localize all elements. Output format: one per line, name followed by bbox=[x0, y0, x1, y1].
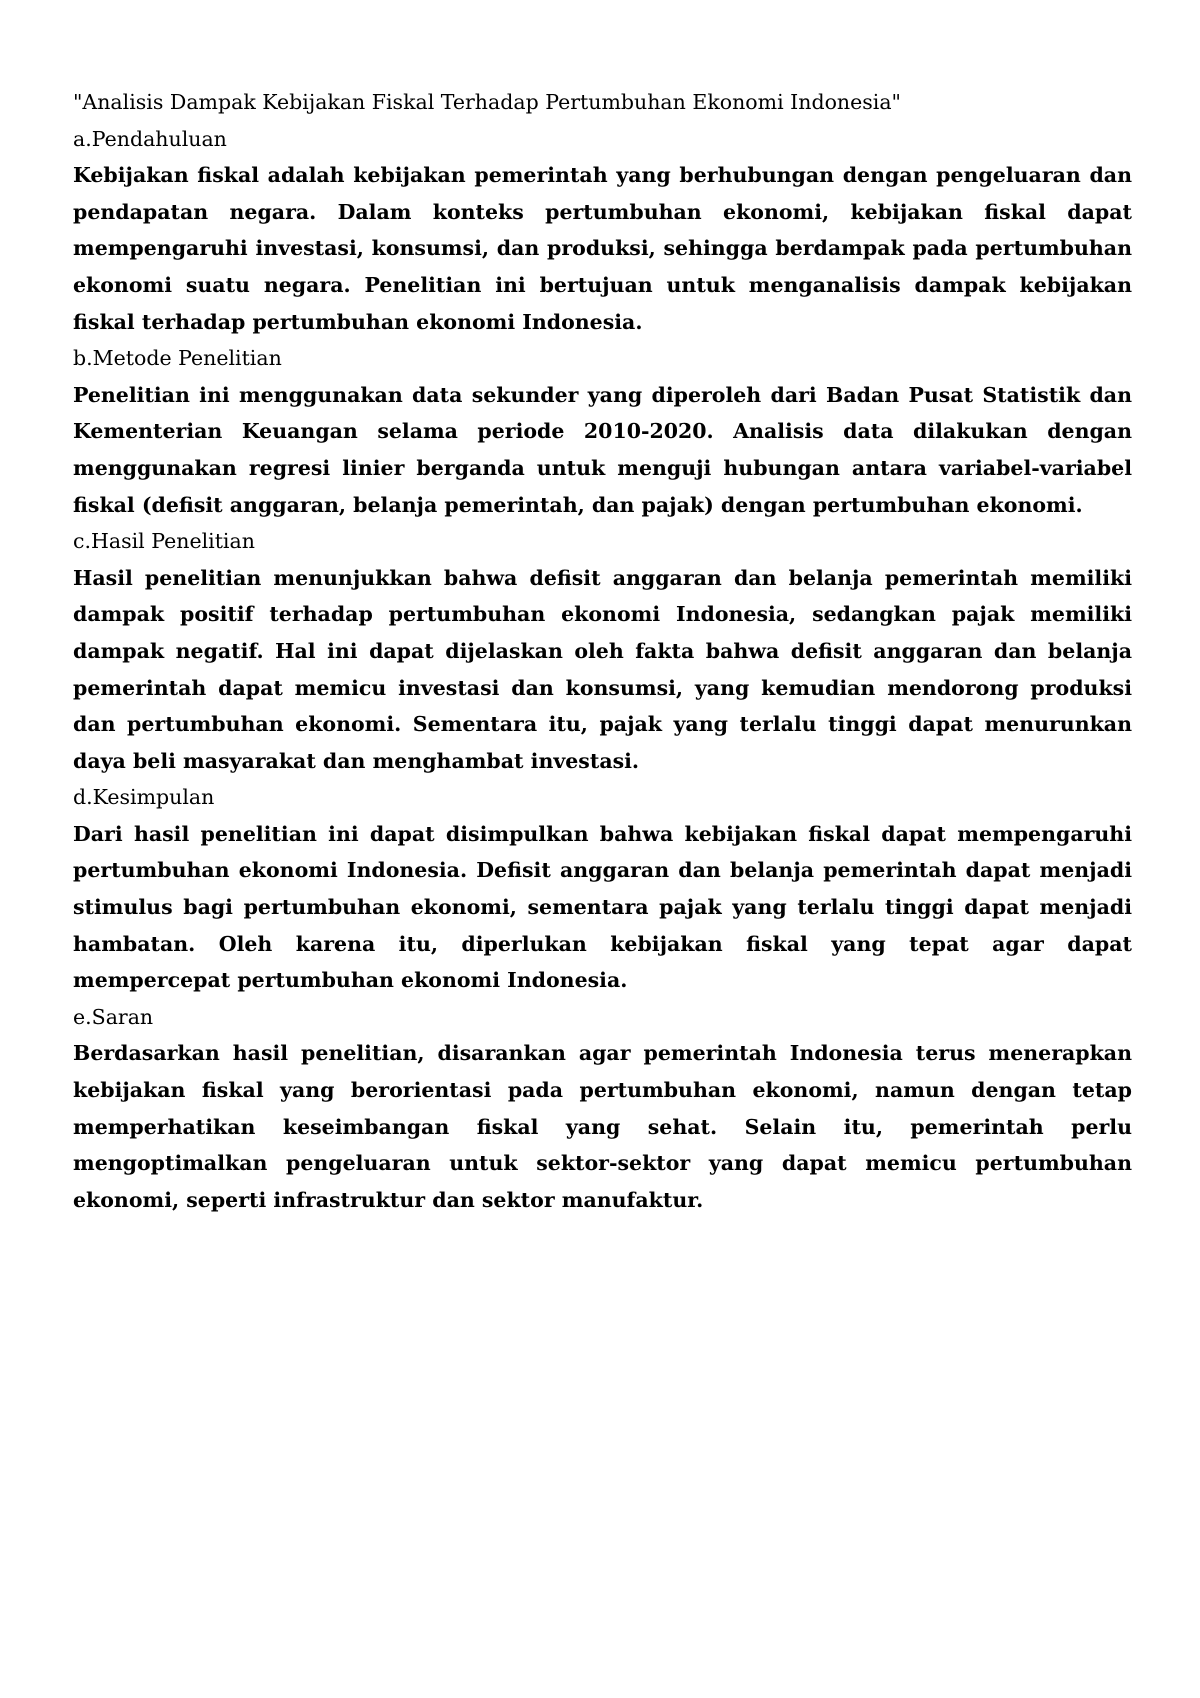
document-page bbox=[73, 84, 1132, 1218]
section-heading-pendahuluan: a.Pendahuluan bbox=[73, 126, 227, 151]
section-heading-metode-penelitian: b.Metode Penelitian bbox=[73, 346, 282, 371]
document-title: "Analisis Dampak Kebijakan Fiskal Terhadap Pertumbuhan Ekonomi Indonesia" bbox=[73, 90, 901, 114]
section-body-hasil-penelitian: Hasil penelitian menunjukkan bahwa defisit anggaran dan belanja pemerintah memiliki dampak positif terhadap pertumbuhan ekonomi Indonesia, sedangkan pajak memiliki dampak negatif. Hal ini dapat dijelaskan oleh fakta bahwa defisit anggaran dan belanja pemerintah dapat memicu investasi dan konsumsi, yang kemudian mendorong produksi dan pertumbuhan ekonomi. Sementara itu, pajak yang terlalu tinggi dapat menurunkan daya beli masyarakat dan menghambat investasi. bbox=[73, 565, 1132, 773]
section-body-saran: Berdasarkan hasil penelitian, disarankan agar pemerintah Indonesia terus menerapkan kebijakan fiskal yang berorientasi pada pertumbuhan ekonomi, namun dengan tetap memperhatikan keseimbangan fiskal yang sehat. Selain itu, pemerintah perlu mengoptimalkan pengeluaran untuk sektor-sektor yang dapat memicu pertumbuhan ekonomi, seperti infrastruktur dan sektor manufaktur. bbox=[73, 1041, 1132, 1212]
section-heading-kesimpulan: d.Kesimpulan bbox=[73, 785, 215, 810]
section-heading-hasil-penelitian: c.Hasil Penelitian bbox=[73, 529, 255, 554]
section-body-kesimpulan: Dari hasil penelitian ini dapat disimpulkan bahwa kebijakan fiskal dapat mempengaruhi pertumbuhan ekonomi Indonesia. Defisit anggaran dan belanja pemerintah dapat menjadi stimulus bagi pertumbuhan ekonomi, sementara pajak yang terlalu tinggi dapat menjadi hambatan. Oleh karena itu, diperlukan kebijakan fiskal yang tepat agar dapat mempercepat pertumbuhan ekonomi Indonesia. bbox=[73, 821, 1132, 993]
section-body-metode-penelitian: Penelitian ini menggunakan data sekunder yang diperoleh dari Badan Pusat Statistik dan Kementerian Keuangan selama periode 2010-2020. Analisis data dilakukan dengan menggunakan regresi linier berganda untuk menguji hubungan antara variabel-variabel fiskal (defisit anggaran, belanja pemerintah, dan pajak) dengan pertumbuhan ekonomi. bbox=[73, 382, 1132, 517]
section-body-pendahuluan: Kebijakan fiskal adalah kebijakan pemerintah yang berhubungan dengan pengeluaran dan pendapatan negara. Dalam konteks pertumbuhan ekonomi, kebijakan fiskal dapat mempengaruhi investasi, konsumsi, dan produksi, sehingga berdampak pada pertumbuhan ekonomi suatu negara. Penelitian ini bertujuan untuk menganalisis dampak kebijakan fiskal terhadap pertumbuhan ekonomi Indonesia. bbox=[73, 163, 1132, 334]
section-heading-saran: e.Saran bbox=[73, 1004, 154, 1029]
